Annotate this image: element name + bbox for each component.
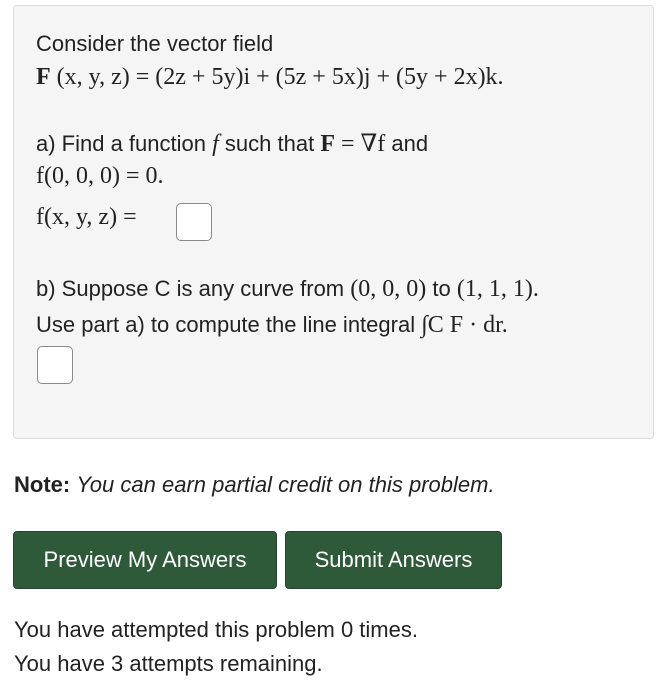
submit-answers-button[interactable]: Submit Answers (285, 531, 502, 589)
gradient-eq: = ∇f (340, 131, 386, 157)
function-symbol: f (212, 131, 219, 157)
point-from: (0, 0, 0) (350, 276, 427, 302)
part-b-line2-prefix: Use part a) to compute the line integral (36, 312, 416, 337)
field-symbol: F (36, 64, 51, 90)
point-to: (1, 1, 1). (456, 276, 539, 302)
line-integral: ∫C F · dr. (421, 312, 508, 338)
answer-input-integral[interactable] (37, 346, 73, 384)
preview-answers-button[interactable]: Preview My Answers (13, 531, 277, 589)
field-definition: (x, y, z) = (2z + 5y)i + (5z + 5x)j + (5y + 2x)k. (56, 64, 504, 90)
part-a-prompt (36, 129, 428, 158)
note-label: Note: (14, 472, 71, 497)
part-a-prefix: a) Find a function (36, 131, 206, 156)
part-b-instruction (36, 312, 508, 339)
partial-credit-note (14, 472, 495, 498)
part-a-answer-label: f(x, y, z) = (36, 204, 137, 230)
part-b-to-word: to (432, 276, 451, 301)
field-symbol-a: F (320, 131, 335, 157)
part-a-condition: f(0, 0, 0) = 0. (36, 163, 164, 189)
part-b-prompt (36, 276, 539, 303)
attempts-made: You have attempted this problem 0 times. (14, 617, 418, 642)
attempts-remaining: You have 3 attempts remaining. (14, 651, 323, 676)
vector-field-equation (36, 64, 504, 91)
part-b-prefix: b) Suppose C is any curve from (36, 276, 345, 301)
note-message: You can earn partial credit on this problem. (76, 472, 495, 497)
problem-intro: Consider the vector field (36, 31, 274, 56)
part-a-mid: such that (224, 131, 315, 156)
answer-input-f[interactable] (176, 203, 212, 241)
part-a-suffix: and (391, 131, 429, 156)
